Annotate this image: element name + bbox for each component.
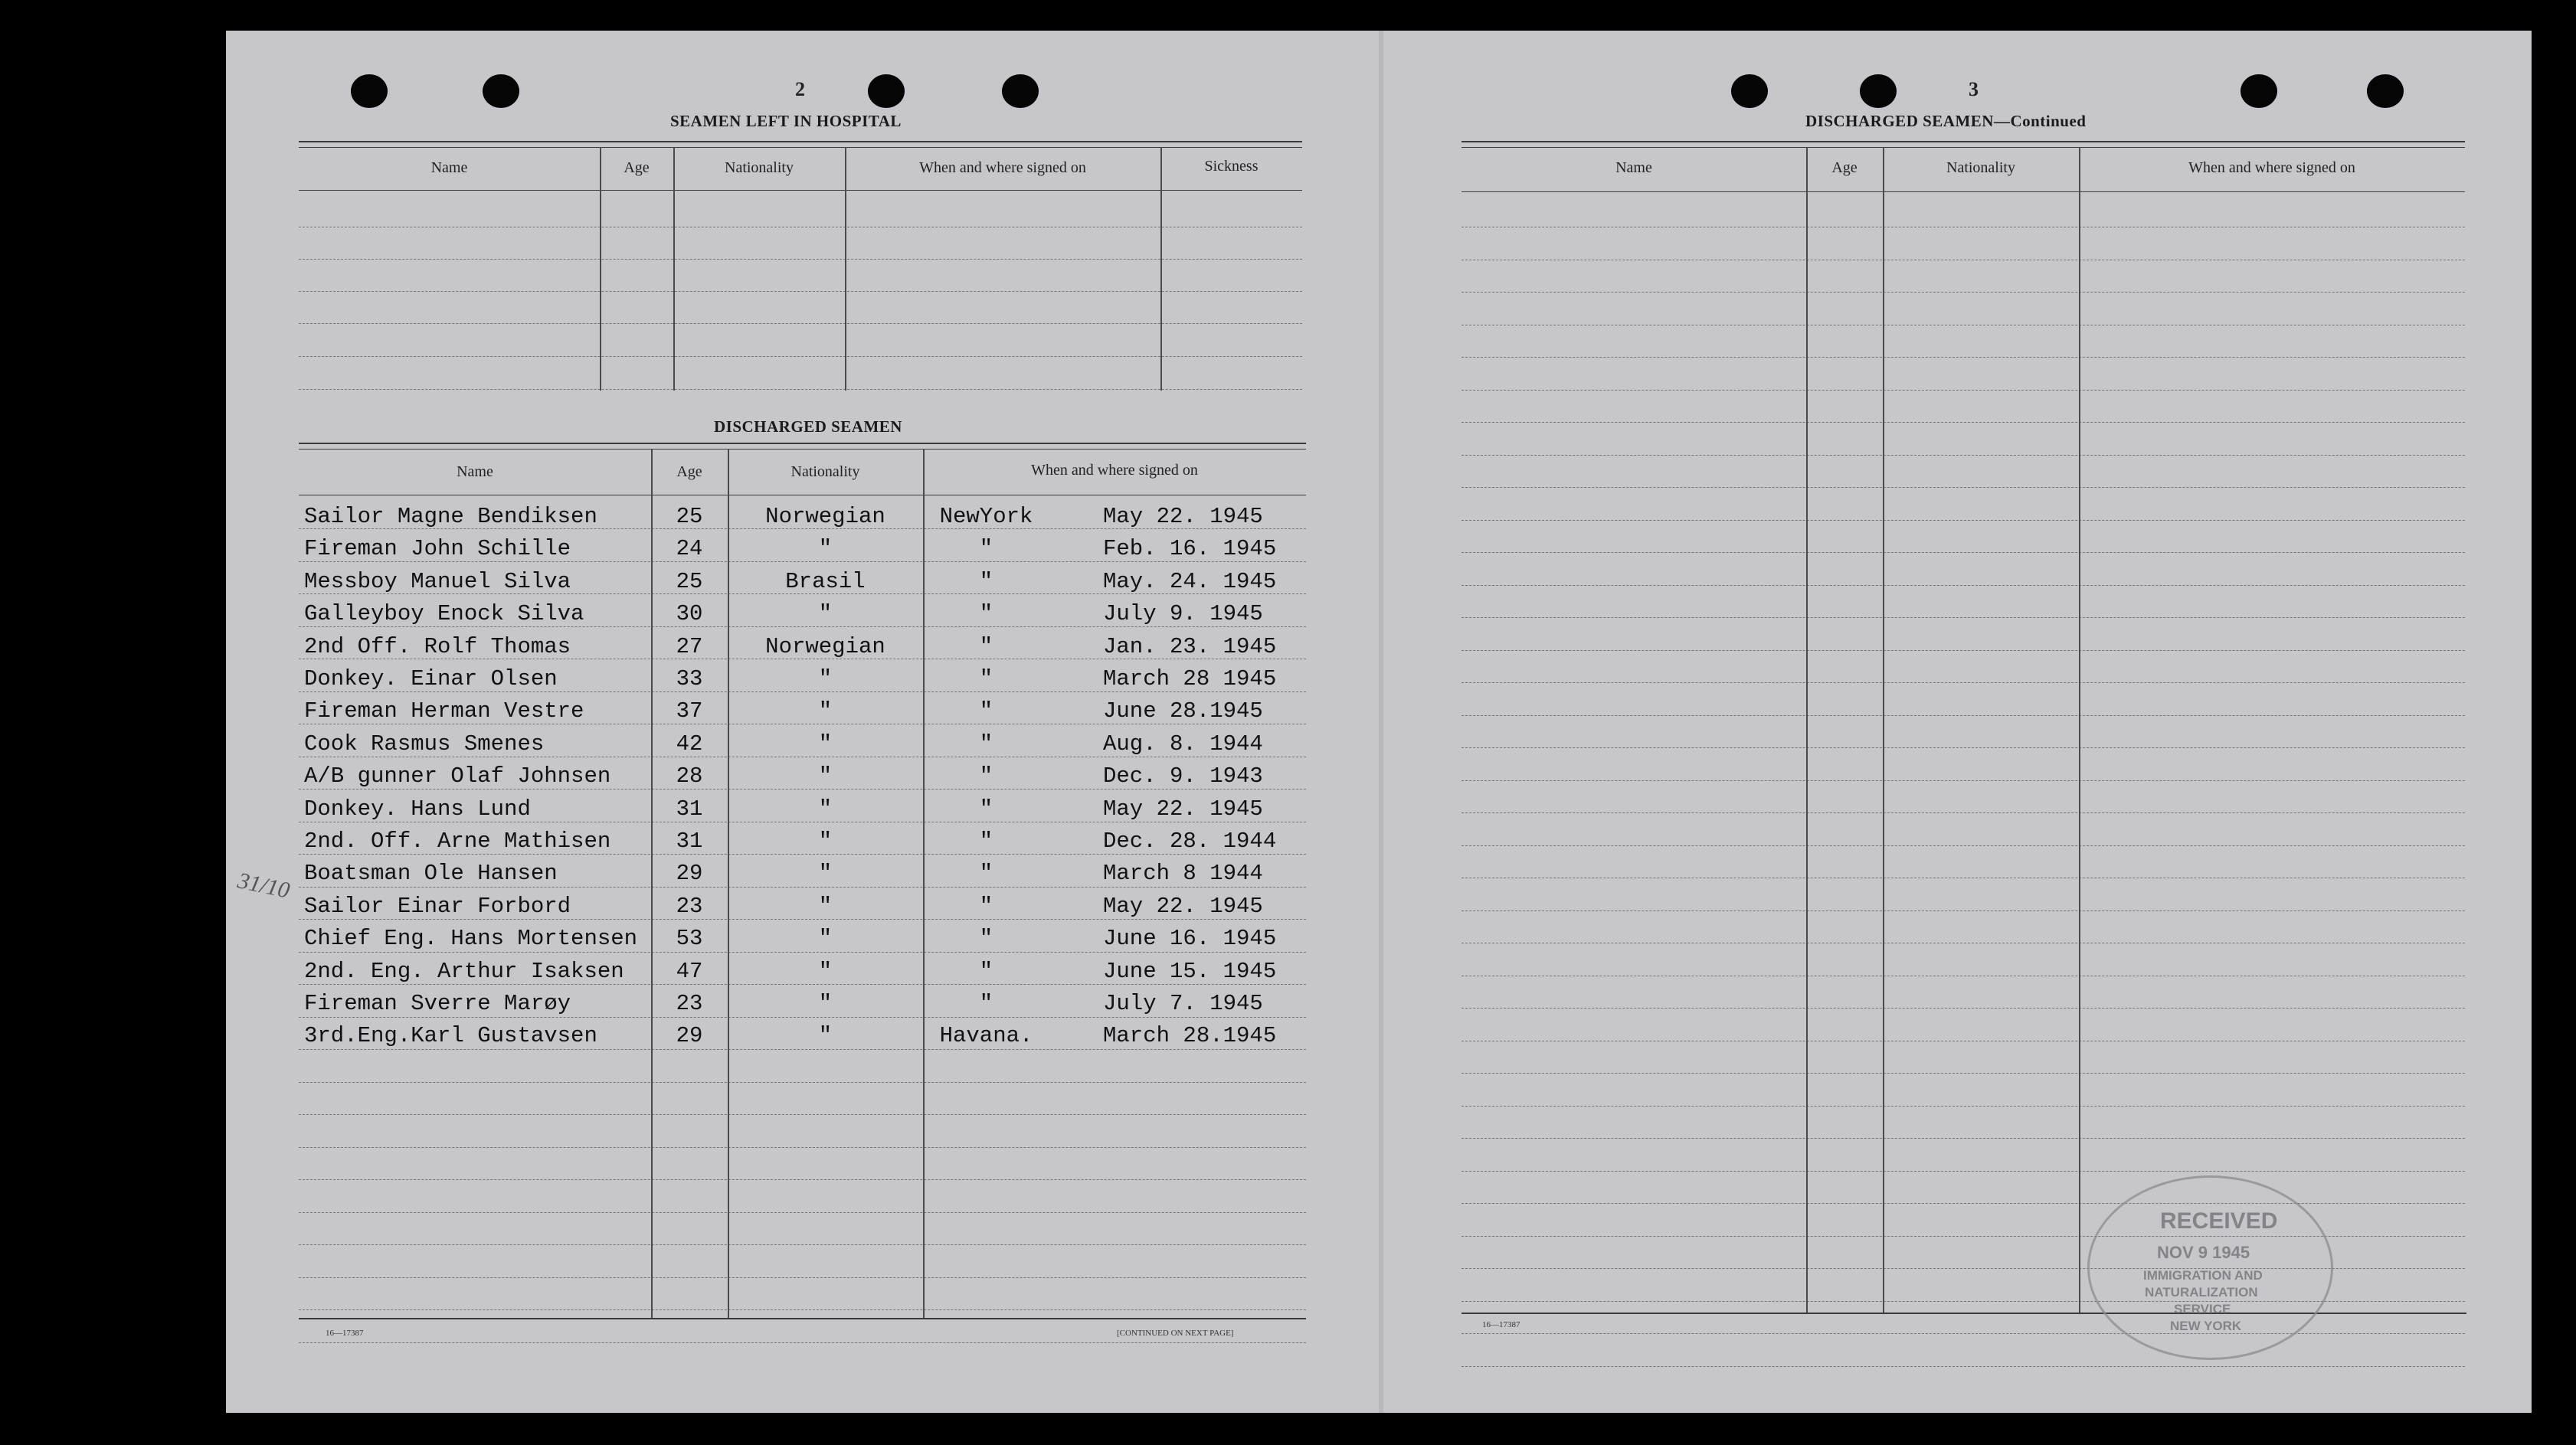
right-header-nationality: Nationality	[1946, 159, 2015, 176]
seaman-age: 42	[676, 731, 703, 757]
seaman-name: Sailor Einar Forbord	[304, 893, 571, 919]
seaman-age: 30	[676, 601, 703, 627]
right-ruled-line	[1461, 1008, 2465, 1009]
hospital-top-rule	[299, 141, 1302, 142]
hospital-header-signed-on: When and where signed on	[919, 159, 1086, 176]
seaman-age: 24	[676, 536, 703, 562]
seaman-age: 33	[676, 666, 703, 691]
seaman-name: Messboy Manuel Silva	[304, 568, 571, 594]
discharged-top-rule	[299, 449, 1306, 450]
punch-hole	[1860, 74, 1897, 108]
seaman-signed-on-place: "	[979, 698, 993, 724]
right-ruled-line	[1461, 747, 2465, 748]
discharged-header-age: Age	[676, 463, 702, 480]
hospital-ruled-line	[299, 356, 1302, 357]
seaman-signed-on-date: June 28.1945	[1103, 698, 1263, 724]
discharged-ruled-line	[299, 984, 1306, 985]
seaman-signed-on-place: "	[979, 829, 993, 854]
stamp-agency-2: NATURALIZATION	[2145, 1285, 2258, 1300]
right-ruled-line	[1461, 455, 2465, 456]
seaman-name: Boatsman Ole Hansen	[304, 861, 558, 887]
right-ruled-line	[1461, 520, 2465, 521]
right-header-age: Age	[1831, 159, 1858, 176]
right-ruled-line	[1461, 585, 2465, 586]
discharged-ruled-line	[299, 1277, 1306, 1278]
seaman-signed-on-place: "	[979, 568, 993, 594]
seaman-age: 29	[676, 861, 703, 887]
right-col-divider	[1883, 147, 1884, 1313]
right-ruled-line	[1461, 812, 2465, 813]
stamp-received: RECEIVED	[2160, 1208, 2278, 1234]
seaman-nationality: "	[818, 861, 833, 887]
discharged-top-rule	[299, 443, 1306, 444]
hospital-col-divider	[1160, 147, 1162, 391]
discharged-header-signed-on: When and where signed on	[1031, 462, 1198, 479]
hospital-section-title: SEAMEN LEFT IN HOSPITAL	[670, 112, 902, 130]
discharged-ruled-line	[299, 1082, 1306, 1083]
seaman-name: Fireman John Schille	[304, 536, 571, 562]
hospital-ruled-line	[299, 291, 1302, 292]
seaman-nationality: "	[818, 536, 833, 562]
punch-hole	[2367, 74, 2404, 108]
seaman-signed-on-date: July 7. 1945	[1103, 991, 1263, 1016]
seaman-nationality: "	[818, 1023, 833, 1049]
seaman-name: 3rd.Eng.Karl Gustavsen	[304, 1023, 597, 1049]
right-ruled-line	[1461, 357, 2465, 358]
seaman-nationality: Norwegian	[765, 633, 885, 659]
margin-note: 31/10	[235, 868, 293, 904]
right-header-name: Name	[1615, 159, 1652, 176]
hospital-ruled-line	[299, 389, 1302, 390]
right-col-divider	[2079, 147, 2080, 1313]
stamp-agency-3: SERVICE	[2174, 1302, 2231, 1316]
hospital-header-rule	[299, 190, 1302, 191]
seaman-signed-on-place: "	[979, 893, 993, 919]
form-number-left: 16—17387	[326, 1329, 364, 1338]
seaman-signed-on-place: "	[979, 633, 993, 659]
stamp-agency-1: IMMIGRATION AND	[2143, 1268, 2263, 1283]
seaman-age: 37	[676, 698, 703, 724]
punch-hole	[1002, 74, 1039, 108]
seaman-signed-on-date: Aug. 8. 1944	[1103, 731, 1263, 757]
discharged-ruled-line	[299, 919, 1306, 920]
seaman-name: Fireman Herman Vestre	[304, 698, 584, 724]
hospital-ruled-line	[299, 323, 1302, 324]
right-header-signed-on: When and where signed on	[2188, 159, 2355, 176]
seaman-age: 47	[676, 958, 703, 984]
seaman-name: 2nd. Off. Arne Mathisen	[304, 829, 611, 854]
seaman-name: Donkey. Hans Lund	[304, 796, 531, 822]
right-ruled-line	[1461, 910, 2465, 911]
right-ruled-line	[1461, 292, 2465, 293]
discharged-ruled-line	[299, 1342, 1306, 1343]
seaman-age: 53	[676, 926, 703, 952]
punch-hole	[1731, 74, 1768, 108]
discharged-ruled-line	[299, 1309, 1306, 1310]
page-number-left: 2	[795, 78, 805, 100]
seaman-nationality: "	[818, 926, 833, 952]
hospital-col-divider	[600, 147, 601, 391]
seaman-signed-on-date: March 8 1944	[1103, 861, 1263, 887]
right-ruled-line	[1461, 1106, 2465, 1107]
stamp-date: NOV 9 1945	[2157, 1243, 2250, 1262]
discharged-ruled-line	[299, 1114, 1306, 1115]
right-ruled-line	[1461, 552, 2465, 553]
seaman-signed-on-date: Jan. 23. 1945	[1103, 633, 1277, 659]
right-ruled-line	[1461, 1138, 2465, 1139]
seaman-signed-on-place: "	[979, 731, 993, 757]
seaman-signed-on-date: May 22. 1945	[1103, 893, 1263, 919]
seaman-signed-on-place: "	[979, 763, 993, 790]
seaman-signed-on-place: "	[979, 796, 993, 822]
punch-hole	[483, 74, 519, 108]
stamp-city: NEW YORK	[2170, 1319, 2242, 1333]
discharged-ruled-line	[299, 854, 1306, 855]
seaman-age: 23	[676, 893, 703, 919]
discharged-bottom-rule	[299, 1318, 1306, 1319]
seaman-signed-on-date: March 28 1945	[1103, 666, 1277, 691]
right-ruled-line	[1461, 390, 2465, 391]
seaman-name: 2nd Off. Rolf Thomas	[304, 633, 571, 659]
hospital-header-nationality: Nationality	[725, 159, 794, 176]
discharged-ruled-line	[299, 1147, 1306, 1148]
seaman-age: 31	[676, 796, 703, 822]
seaman-name: Sailor Magne Bendiksen	[304, 504, 597, 529]
right-ruled-line	[1461, 1171, 2465, 1172]
seaman-name: Cook Rasmus Smenes	[304, 731, 545, 757]
seaman-signed-on-place: "	[979, 958, 993, 984]
hospital-header-sickness: Sickness	[1204, 158, 1259, 175]
discharged-ruled-line	[299, 1017, 1306, 1018]
page-fold	[1379, 31, 1383, 1413]
right-ruled-line	[1461, 650, 2465, 651]
seaman-nationality: Brasil	[785, 568, 866, 594]
discharged-header-nationality: Nationality	[790, 463, 860, 480]
seaman-signed-on-place: "	[979, 861, 993, 887]
seaman-signed-on-place: "	[979, 536, 993, 562]
seaman-nationality: "	[818, 893, 833, 919]
seaman-age: 25	[676, 568, 703, 594]
continued-title-bold: DISCHARGED SEAMEN	[1805, 112, 1994, 130]
right-ruled-line	[1461, 617, 2465, 618]
seaman-name: A/B gunner Olaf Johnsen	[304, 763, 611, 790]
right-ruled-line	[1461, 1203, 2465, 1204]
seaman-age: 27	[676, 633, 703, 659]
right-ruled-line	[1461, 845, 2465, 846]
right-ruled-line	[1461, 1073, 2465, 1074]
seaman-age: 28	[676, 763, 703, 790]
seaman-nationality: Norwegian	[765, 504, 885, 529]
seaman-signed-on-date: June 16. 1945	[1103, 926, 1277, 952]
seaman-nationality: "	[818, 698, 833, 724]
hospital-top-rule	[299, 147, 1302, 148]
seaman-age: 31	[676, 829, 703, 854]
right-ruled-line	[1461, 422, 2465, 423]
seaman-signed-on-date: May 22. 1945	[1103, 504, 1263, 529]
right-ruled-line	[1461, 1366, 2465, 1367]
right-ruled-line	[1461, 487, 2465, 488]
discharged-section-title: DISCHARGED SEAMEN	[714, 417, 902, 436]
continued-note: [CONTINUED ON NEXT PAGE]	[1117, 1329, 1234, 1338]
seaman-nationality: "	[818, 991, 833, 1016]
punch-hole	[868, 74, 905, 108]
hospital-header-name: Name	[430, 159, 468, 176]
seaman-signed-on-date: May. 24. 1945	[1103, 568, 1277, 594]
seaman-signed-on-date: Feb. 16. 1945	[1103, 536, 1277, 562]
seaman-name: Donkey. Einar Olsen	[304, 666, 558, 691]
seaman-nationality: "	[818, 796, 833, 822]
form-number-right: 16—17387	[1482, 1320, 1520, 1329]
seaman-signed-on-date: Dec. 28. 1944	[1103, 829, 1277, 854]
seaman-signed-on-date: May 22. 1945	[1103, 796, 1263, 822]
seaman-nationality: "	[818, 601, 833, 627]
right-top-rule	[1461, 141, 2465, 142]
seaman-nationality: "	[818, 958, 833, 984]
hospital-col-divider	[673, 147, 675, 391]
seaman-nationality: "	[818, 829, 833, 854]
seaman-signed-on-date: March 28.1945	[1103, 1023, 1277, 1049]
hospital-header-age: Age	[624, 159, 650, 176]
seaman-signed-on-place: "	[979, 666, 993, 691]
seaman-nationality: "	[818, 763, 833, 790]
right-ruled-line	[1461, 780, 2465, 781]
right-ruled-line	[1461, 682, 2465, 683]
hospital-ruled-line	[299, 259, 1302, 260]
seaman-age: 25	[676, 504, 703, 529]
seaman-nationality: "	[818, 731, 833, 757]
discharged-ruled-line	[299, 1212, 1306, 1213]
discharged-ruled-line	[299, 887, 1306, 888]
right-header-rule	[1461, 191, 2465, 192]
seaman-signed-on-date: June 15. 1945	[1103, 958, 1277, 984]
right-top-rule	[1461, 147, 2465, 148]
page-number-right: 3	[1969, 78, 1979, 100]
seaman-name: Galleyboy Enock Silva	[304, 601, 584, 627]
discharged-ruled-line	[299, 1244, 1306, 1245]
seaman-signed-on-date: Dec. 9. 1943	[1103, 763, 1263, 790]
seaman-signed-on-place: "	[979, 926, 993, 952]
right-ruled-line	[1461, 715, 2465, 716]
seaman-name: Chief Eng. Hans Mortensen	[304, 926, 638, 952]
right-ruled-line	[1461, 1333, 2465, 1334]
continued-section-title	[1805, 112, 2086, 131]
discharged-ruled-line	[299, 1179, 1306, 1180]
seaman-signed-on-date: July 9. 1945	[1103, 601, 1263, 627]
seaman-nationality: "	[818, 666, 833, 691]
discharged-header-name: Name	[457, 463, 493, 480]
seaman-age: 23	[676, 991, 703, 1016]
seaman-name: 2nd. Eng. Arthur Isaksen	[304, 958, 624, 984]
seaman-age: 29	[676, 1023, 703, 1049]
seaman-signed-on-place: Havana.	[939, 1023, 1033, 1049]
seaman-name: Fireman Sverre Marøy	[304, 991, 571, 1016]
discharged-ruled-line	[299, 1049, 1306, 1050]
right-col-divider	[1806, 147, 1808, 1313]
punch-hole	[2240, 74, 2277, 108]
hospital-col-divider	[845, 147, 846, 391]
continued-title-suffix: —Continued	[1993, 112, 2087, 130]
seaman-signed-on-place: "	[979, 601, 993, 627]
received-stamp	[2087, 1175, 2333, 1360]
seaman-signed-on-place: "	[979, 991, 993, 1016]
seaman-signed-on-place: NewYork	[939, 504, 1033, 529]
discharged-ruled-line	[299, 952, 1306, 953]
punch-hole	[351, 74, 388, 108]
